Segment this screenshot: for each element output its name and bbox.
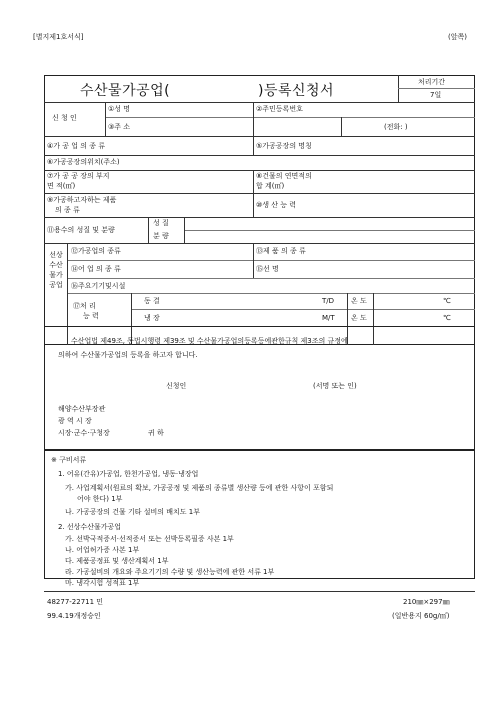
vessel-name-label: ⑮선 명 [256, 265, 279, 273]
paper-spec: (일반용지 60g/㎡) [392, 612, 450, 620]
recipient-minister: 해양수산부장관 [58, 405, 106, 413]
product-kind-label: ⑬제 품 의 종 류 [256, 247, 306, 255]
chilling-temp-unit: ℃ [443, 314, 451, 322]
doc-2a: 가. 선박국적증서·선적증서 또는 선박등록필증 사본 1부 [65, 535, 234, 543]
required-documents-heading: ※ 구비서류 [51, 456, 87, 464]
paper-size: 210㎜×297㎜ [403, 598, 450, 606]
onboard-processing-label: 선상수산물가공업 [49, 251, 63, 289]
doc-2e: 마. 냉각시험 성적표 1부 [65, 579, 140, 587]
statement-line-2: 의하여 수산물가공업의 등록을 하고자 합니다. [58, 351, 198, 359]
chilling-unit: M/T [322, 314, 335, 322]
doc-1b: 나. 가공공장의 건물 기타 설비의 배치도 1부 [65, 508, 200, 516]
freezing-temp-label: 온 도 [351, 297, 367, 305]
chilling-label: 냉 장 [144, 314, 160, 322]
approval-date: 99.4.19개정승인 [47, 612, 101, 620]
water-quality-label: ⑪용수의 성질 및 분량 [47, 226, 115, 234]
address-label: ③주 소 [108, 123, 131, 131]
signature-label: (서명 또는 인) [313, 382, 357, 390]
doc-2c: 다. 제품공정표 및 생산계획서 1부 [65, 557, 169, 565]
product-type-label-2: 의 종 류 [55, 206, 80, 214]
resident-number-label: ②주민등록번호 [256, 105, 303, 113]
processing-type-label: ⑫가공업의 종류 [71, 247, 121, 255]
recipient-local-head: 시장·군수·구청장 [58, 429, 110, 437]
freezing-temp-unit: ℃ [443, 297, 451, 305]
recipient-suffix: 귀 하 [148, 429, 164, 437]
processing-period-value: 7일 [430, 91, 442, 99]
floor-area-label-1: ⑧건물의 연면적의 [256, 172, 312, 180]
processing-period-label: 처리기간 [418, 78, 446, 86]
applicant-label: 신 청 인 [52, 114, 77, 122]
product-type-label-1: ⑨가공하고자하는 제품 [47, 196, 117, 204]
water-property-label: 성 질 [153, 219, 169, 227]
form-code: 48277-22711 민 [47, 598, 104, 606]
phone-label: (전화: ) [384, 123, 408, 131]
freezing-label: 동 결 [144, 297, 160, 305]
floor-area-label-2: 합 계(㎡) [256, 182, 285, 190]
form-number: [별지제1호서식] [33, 33, 84, 41]
factory-location-label: ⑥가공공장의위치(주소) [47, 158, 120, 166]
main-equipment-label: ⑯주요기기및시설 [71, 282, 126, 290]
freezing-unit: T/D [322, 297, 335, 305]
applicant-sign-label: 신청인 [166, 382, 187, 390]
doc-2d: 라. 가공설비의 개요와 주요기기의 수량 및 생산능력에 관한 서류 1부 [65, 568, 275, 576]
water-amount-label: 분 량 [153, 232, 169, 240]
recipient-metro-mayor: 광 역 시 장 [58, 417, 92, 425]
site-area-label-1: ⑦가 공 공 장의 부지 [47, 172, 110, 180]
doc-section-2: 2. 선상수산물가공업 [58, 523, 121, 531]
processing-capacity-label-1: ⑰처 리 [73, 302, 96, 310]
statement-line-1: 수산업법 제49조, 동법시행령 제39조 및 수산물가공업의등록등에관한규칙 제3조의 규정에 [71, 337, 348, 345]
form-title-left: 수산물가공업( [80, 83, 171, 99]
page-side-label: (앞쪽) [448, 33, 467, 41]
fishery-type-label: ⑭어 업 의 종 류 [71, 265, 121, 273]
chilling-temp-label: 온 도 [351, 314, 367, 322]
doc-section-1: 1. 어유(간유)가공업, 한천가공업, 냉동·냉장업 [58, 470, 199, 478]
site-area-label-2: 면 적(㎡) [47, 182, 76, 190]
factory-name-label: ⑤가공공장의 명칭 [256, 142, 312, 150]
production-capacity-label: ⑩생 산 능 력 [256, 201, 296, 209]
doc-1a-line-2: 어야 한다) 1부 [77, 495, 123, 503]
applicant-name-label: ①성 명 [108, 105, 131, 113]
application-form [44, 75, 475, 345]
processing-capacity-label-2: 능 력 [83, 312, 99, 320]
form-title-right: )등록신청서 [258, 83, 335, 99]
doc-1a-line-1: 가. 사업계획서(원료의 확보, 가공공정 및 제품의 종류별 생산량 등에 관한 사항이 포함되 [65, 484, 334, 492]
business-type-label: ④가 공 업 의 종 류 [47, 142, 105, 150]
doc-2b: 나. 어업허가증 사본 1부 [65, 546, 140, 554]
